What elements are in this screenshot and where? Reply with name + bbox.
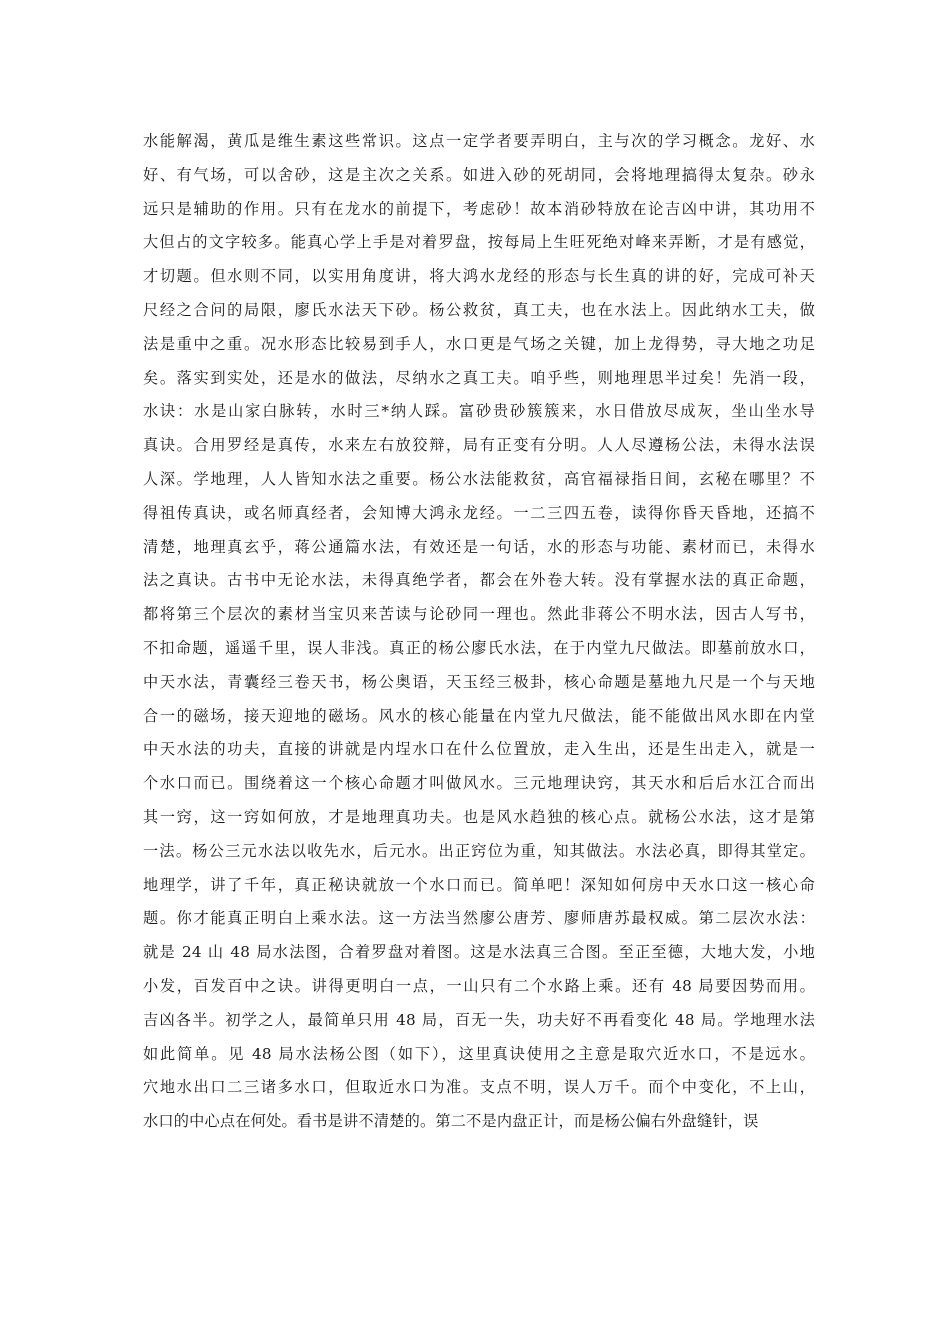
text-line: 题。你才能真正明白上乘水法。这一方法当然廖公唐芳、廖师唐苏最权威。第二层次水法： [143,909,815,928]
body-text [143,125,815,1139]
text-line: 合一的磁场，接天迎地的磁场。风水的核心能量在内堂九尺做法，能不能做出风水即在内堂 [143,706,815,725]
text-line: 穴地水出口二三诸多水口，但取近水口为准。支点不明，误人万千。而个中变化，不上山， [143,1078,815,1097]
text-line: 水诀：水是山家白脉转，水时三*纳人踩。富砂贵砂簇簇来，水日借放尽成灰，坐山坐水导 [143,402,815,421]
text-line: 如此简单。见 48 局水法杨公图（如下），这里真诀使用之主意是取穴近水口，不是远水。 [143,1044,815,1063]
text-line: 大但占的文字较多。能真心学上手是对着罗盘，按每局上生旺死绝对峰来弄断，才是有感觉， [143,233,815,252]
text-line: 真诀。合用罗经是真传，水来左右放狡辩，局有正变有分明。人人尽遵杨公法，未得水法误 [143,436,815,455]
text-line: 法之真诀。古书中无论水法，未得真绝学者，都会在外卷大转。没有掌握水法的真正命题， [143,571,815,590]
text-line: 清楚，地理真玄乎，蒋公通篇水法，有效还是一句话，水的形态与功能、素材而已，未得水 [143,537,815,556]
text-line: 远只是辅助的作用。只有在龙水的前提下，考虑砂！故本消砂特放在论吉凶中讲，其功用不 [143,199,815,218]
text-line: 小发，百发百中之诀。讲得更明白一点，一山只有二个水路上乘。还有 48 局要因势而用。 [143,976,815,995]
text-line: 地理学，讲了千年，真正秘诀就放一个水口而已。简单吧！深知如何房中天水口这一核心命 [143,875,815,894]
text-line: 矣。落实到实处，还是水的做法，尽纳水之真工夫。咱乎些，则地理思半过矣！先消一段， [143,368,815,387]
text-line: 才切题。但水则不同，以实用角度讲，将大鸿水龙经的形态与长生真的讲的好，完成可补天 [143,267,815,286]
text-line: 水口的中心点在何处。看书是讲不清楚的。第二不是内盘正计，而是杨公偏右外盘缝针，误 [143,1112,759,1131]
text-line: 中天水法的功夫，直接的讲就是内埕水口在什么位置放，走入生出，还是生出走入，就是一 [143,740,815,759]
text-line: 一法。杨公三元水法以收先水，后元水。出正窍位为重，知其做法。水法必真，即得其堂定。 [143,841,815,860]
text-line: 中天水法，青囊经三卷天书，杨公奥语，天玉经三极卦，核心命题是墓地九尺是一个与天地 [143,672,815,691]
text-line: 个水口而已。围绕着这一个核心命题才叫做风水。三元地理诀窍，其天水和后后水江合而出 [143,774,815,793]
text-line: 就是 24 山 48 局水法图，合着罗盘对着图。这是水法真三合图。至正至德，大地大发，小地 [143,943,815,962]
text-line: 不扣命题，遥遥千里，误人非浅。真正的杨公廖氏水法，在于内堂九尺做法。即墓前放水口， [143,638,815,657]
text-line: 好、有气场，可以舍砂，这是主次之关系。如进入砂的死胡同，会将地理搞得太复杂。砂永 [143,165,815,184]
text-line: 尺经之合问的局限，廖氏水法天下砂。杨公救贫，真工夫，也在水法上。因此纳水工夫，做 [143,300,815,319]
text-line: 水能解渴，黄瓜是维生素这些常识。这点一定学者要弄明白，主与次的学习概念。龙好、水 [143,132,815,150]
text-line: 其一窍，这一窍如何放，才是地理真功夫。也是风水趋独的核心点。就杨公水法，这才是第 [143,807,815,826]
text-line: 人深。学地理，人人皆知水法之重要。杨公水法能救贫，高官福禄指日间，玄秘在哪里？不 [143,469,815,488]
text-line: 吉凶各半。初学之人，最简单只用 48 局，百无一失，功夫好不再看变化 48 局。学地理水法 [143,1010,815,1029]
text-line: 都将第三个层次的素材当宝贝来苦读与论砂同一理也。然此非蒋公不明水法，因古人写书， [143,605,815,624]
text-line: 法是重中之重。况水形态比较易到手人，水口更是气场之关键，加上龙得势，寻大地之功足 [143,334,815,353]
text-line: 得祖传真诀，或名师真经者，会知博大鸿永龙经。一二三四五卷，读得你昏天昏地，还搞不 [143,503,815,522]
